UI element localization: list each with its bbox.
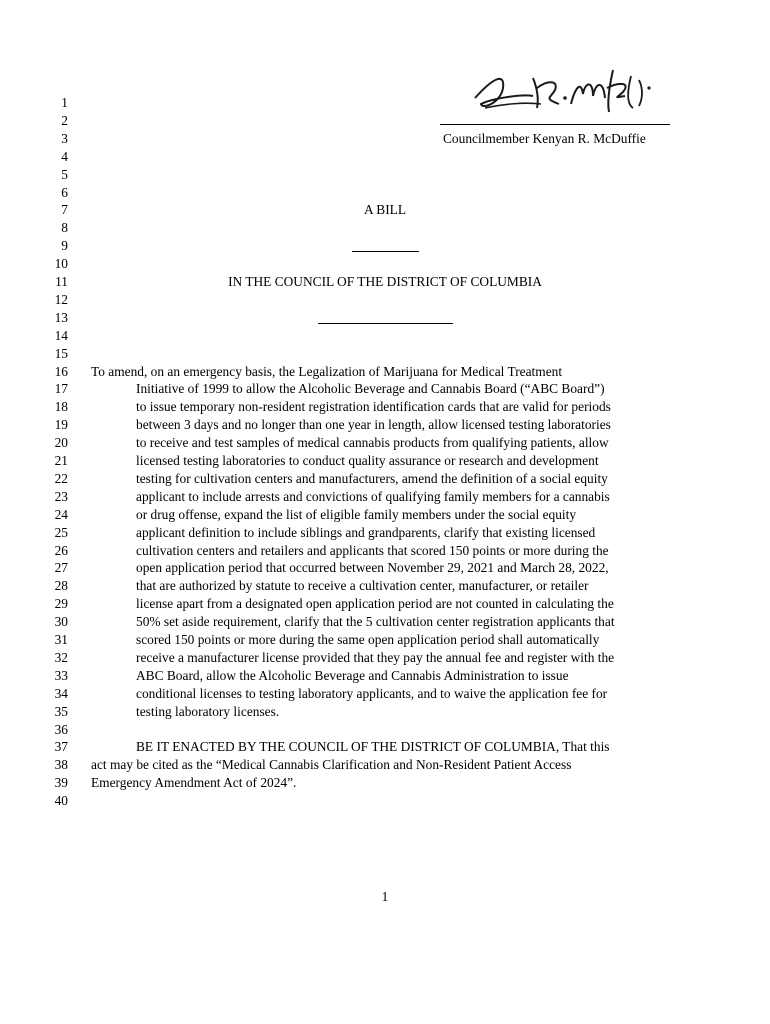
- line-9: [0, 237, 770, 255]
- line-17: [0, 380, 770, 398]
- line-number: 14: [54, 327, 68, 343]
- enacting-text-line: Emergency Amendment Act of 2024”.: [91, 775, 297, 791]
- purpose-text-line: 50% set aside requirement, clarify that the 5 cultivation center registration applicants that: [136, 614, 615, 630]
- line-8: [0, 219, 770, 237]
- line-13: [0, 309, 770, 327]
- line-32: [0, 649, 770, 667]
- line-18: [0, 398, 770, 416]
- line-10: [0, 255, 770, 273]
- line-27: [0, 559, 770, 577]
- purpose-text-line: receive a manufacturer license provided that they pay the annual fee and register with the: [136, 649, 615, 665]
- line-2: [0, 112, 770, 130]
- purpose-text-line: or drug offense, expand the list of eligible family members under the social equity: [136, 506, 577, 522]
- line-11: [0, 273, 770, 291]
- line-39: [0, 774, 770, 792]
- purpose-text-line: scored 150 points or more during the same open application period shall automatically: [136, 632, 600, 647]
- line-number: 34: [54, 685, 68, 701]
- line-23: [0, 488, 770, 506]
- enacting-text-line: act may be cited as the “Medical Cannabis Clarification and Non-Resident Patient Access: [91, 757, 572, 773]
- purpose-text-line: open application period that occurred between November 29, 2021 and March 28, 2022,: [136, 560, 609, 576]
- line-number: 36: [54, 721, 68, 737]
- line-29: [0, 595, 770, 613]
- line-20: [0, 434, 770, 452]
- line-number: 26: [54, 542, 68, 558]
- purpose-text-line: conditional licenses to testing laboratory applicants, and to waive the application fee for: [136, 685, 608, 701]
- line-7: [0, 201, 770, 219]
- sponsor-name: Councilmember Kenyan R. McDuffie: [443, 130, 646, 146]
- bill-title: A BILL: [363, 202, 407, 218]
- line-28: [0, 577, 770, 595]
- purpose-text-line: license apart from a designated open application period are not counted in calculating the: [136, 596, 614, 612]
- line-number: 39: [54, 775, 68, 791]
- purpose-text-line: testing for cultivation centers and manufacturers, amend the definition of a social equity: [136, 470, 608, 486]
- line-number: 17: [54, 381, 68, 397]
- line-6: [0, 184, 770, 202]
- line-number: 9: [61, 238, 68, 254]
- enacting-text-line: BE IT ENACTED BY THE COUNCIL OF THE DISTRICT OF COLUMBIA, That this: [136, 739, 610, 755]
- purpose-text-line: cultivation centers and retailers and applicants that scored 150 points or more during the: [136, 542, 609, 558]
- line-number: 38: [54, 757, 68, 773]
- line-33: [0, 667, 770, 685]
- line-25: [0, 524, 770, 542]
- line-number: 27: [54, 560, 68, 576]
- line-number: 19: [54, 417, 68, 433]
- line-34: [0, 685, 770, 703]
- line-number: 22: [54, 470, 68, 486]
- line-number: 5: [61, 166, 68, 182]
- blank-rule: [352, 251, 419, 252]
- line-number: 13: [54, 309, 68, 325]
- line-number: 30: [54, 614, 68, 630]
- line-number: 37: [54, 739, 68, 755]
- council-heading: IN THE COUNCIL OF THE DISTRICT OF COLUMBIA: [228, 274, 542, 289]
- line-number: 7: [61, 202, 68, 218]
- line-number: 29: [54, 596, 68, 612]
- line-21: [0, 452, 770, 470]
- line-31: [0, 631, 770, 649]
- purpose-text-line: that are authorized by statute to receive a cultivation center, manufacturer, or retailer: [136, 578, 589, 594]
- line-number: 2: [61, 112, 68, 128]
- line-5: [0, 166, 770, 184]
- line-number: 4: [61, 148, 68, 164]
- blank-rule: [318, 323, 453, 324]
- line-16: [0, 363, 770, 381]
- purpose-text-line: applicant definition to include siblings and grandparents, clarify that existing licensed: [136, 524, 596, 540]
- page-number: 1: [381, 889, 389, 904]
- purpose-text-line: applicant to include arrests and convictions of qualifying family members for a cannabis: [136, 488, 610, 504]
- line-number: 23: [54, 488, 68, 504]
- purpose-text-line: licensed testing laboratories to conduct quality assurance or research and development: [136, 453, 599, 468]
- line-15: [0, 345, 770, 363]
- purpose-text-line: to issue temporary non-resident registration identification cards that are valid for periods: [136, 399, 611, 415]
- purpose-text-line: ABC Board, allow the Alcoholic Beverage and Cannabis Administration to issue: [136, 667, 569, 683]
- line-30: [0, 613, 770, 631]
- line-number: 18: [54, 399, 68, 415]
- line-22: [0, 470, 770, 488]
- line-3: [0, 130, 770, 148]
- line-number: 28: [54, 578, 68, 594]
- line-number: 24: [54, 506, 68, 522]
- line-number: 8: [61, 220, 68, 236]
- line-1: [0, 94, 770, 112]
- line-24: [0, 506, 770, 524]
- line-number: 21: [54, 453, 68, 468]
- line-40: [0, 792, 770, 810]
- purpose-text-line: between 3 days and no longer than one year in length, allow licensed testing laboratories: [136, 417, 611, 433]
- purpose-text-line: testing laboratory licenses.: [136, 703, 280, 719]
- line-number: 25: [54, 524, 68, 540]
- line-19: [0, 416, 770, 434]
- purpose-text-line: To amend, on an emergency basis, the Legalization of Marijuana for Medical Treatment: [91, 363, 563, 379]
- line-36: [0, 721, 770, 739]
- line-number: 6: [61, 184, 68, 200]
- line-number: 15: [54, 345, 68, 361]
- line-26: [0, 542, 770, 560]
- line-number: 20: [54, 435, 68, 451]
- line-number: 32: [54, 649, 68, 665]
- line-12: [0, 291, 770, 309]
- line-number: 1: [61, 95, 68, 110]
- line-37: [0, 738, 770, 756]
- line-number: 10: [54, 256, 68, 272]
- line-number: 35: [54, 703, 68, 719]
- line-number: 16: [54, 363, 68, 379]
- line-4: [0, 148, 770, 166]
- line-number: 11: [55, 274, 68, 289]
- line-number: 40: [54, 793, 68, 809]
- line-number: 33: [54, 667, 68, 683]
- purpose-text-line: to receive and test samples of medical cannabis products from qualifying patients, allow: [136, 435, 609, 451]
- line-number: 31: [54, 632, 68, 647]
- line-35: [0, 703, 770, 721]
- line-number: 3: [61, 130, 68, 146]
- line-number: 12: [54, 291, 68, 307]
- purpose-text-line: Initiative of 1999 to allow the Alcoholic Beverage and Cannabis Board (“ABC Board”): [136, 381, 605, 397]
- line-38: [0, 756, 770, 774]
- line-14: [0, 327, 770, 345]
